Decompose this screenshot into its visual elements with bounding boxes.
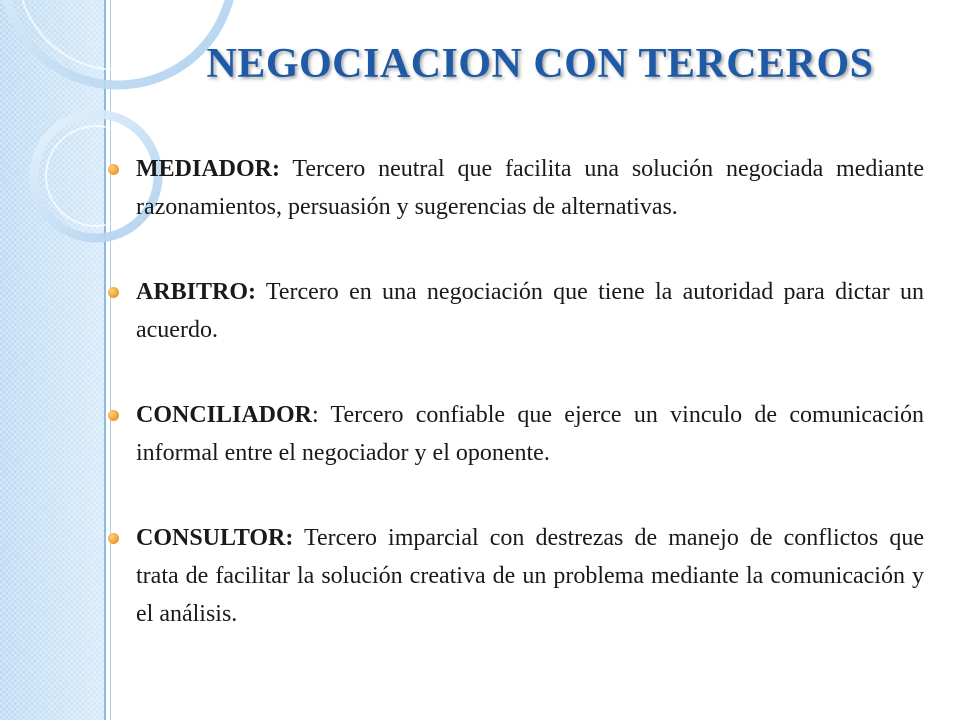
side-divider-line — [104, 0, 106, 720]
bullet-icon — [108, 533, 119, 544]
slide-title: NEGOCIACION CON TERCEROS — [206, 41, 874, 87]
bullet-icon — [108, 410, 119, 421]
term-label: CONCILIADOR — [136, 402, 313, 428]
term-definition: Tercero neutral que facilita una solución negociada mediante razonamientos, persuasión y sugerencias de alternativas. — [136, 156, 924, 220]
term-label: MEDIADOR: — [136, 156, 280, 182]
term-definition: Tercero imparcial con destrezas de manejo de conflictos que trata de facilitar la solución creativa de un problema mediante la comunicación y el análisis. — [136, 525, 924, 627]
bullet-list — [108, 150, 924, 680]
side-decoration-band — [0, 0, 104, 720]
term-definition: Tercero en una negociación que tiene la autoridad para dictar un acuerdo. — [136, 279, 924, 343]
term-definition: : Tercero confiable que ejerce un vinculo de comunicación informal entre el negociador y el oponente. — [136, 402, 924, 466]
term-label: ARBITRO: — [136, 279, 257, 305]
list-item-consultor — [108, 519, 924, 633]
list-item-mediador — [108, 150, 924, 226]
bullet-icon — [108, 164, 119, 175]
term-label: CONSULTOR: — [136, 525, 294, 551]
list-item-arbitro — [108, 273, 924, 349]
list-item-conciliador — [108, 396, 924, 472]
bullet-icon — [108, 287, 119, 298]
